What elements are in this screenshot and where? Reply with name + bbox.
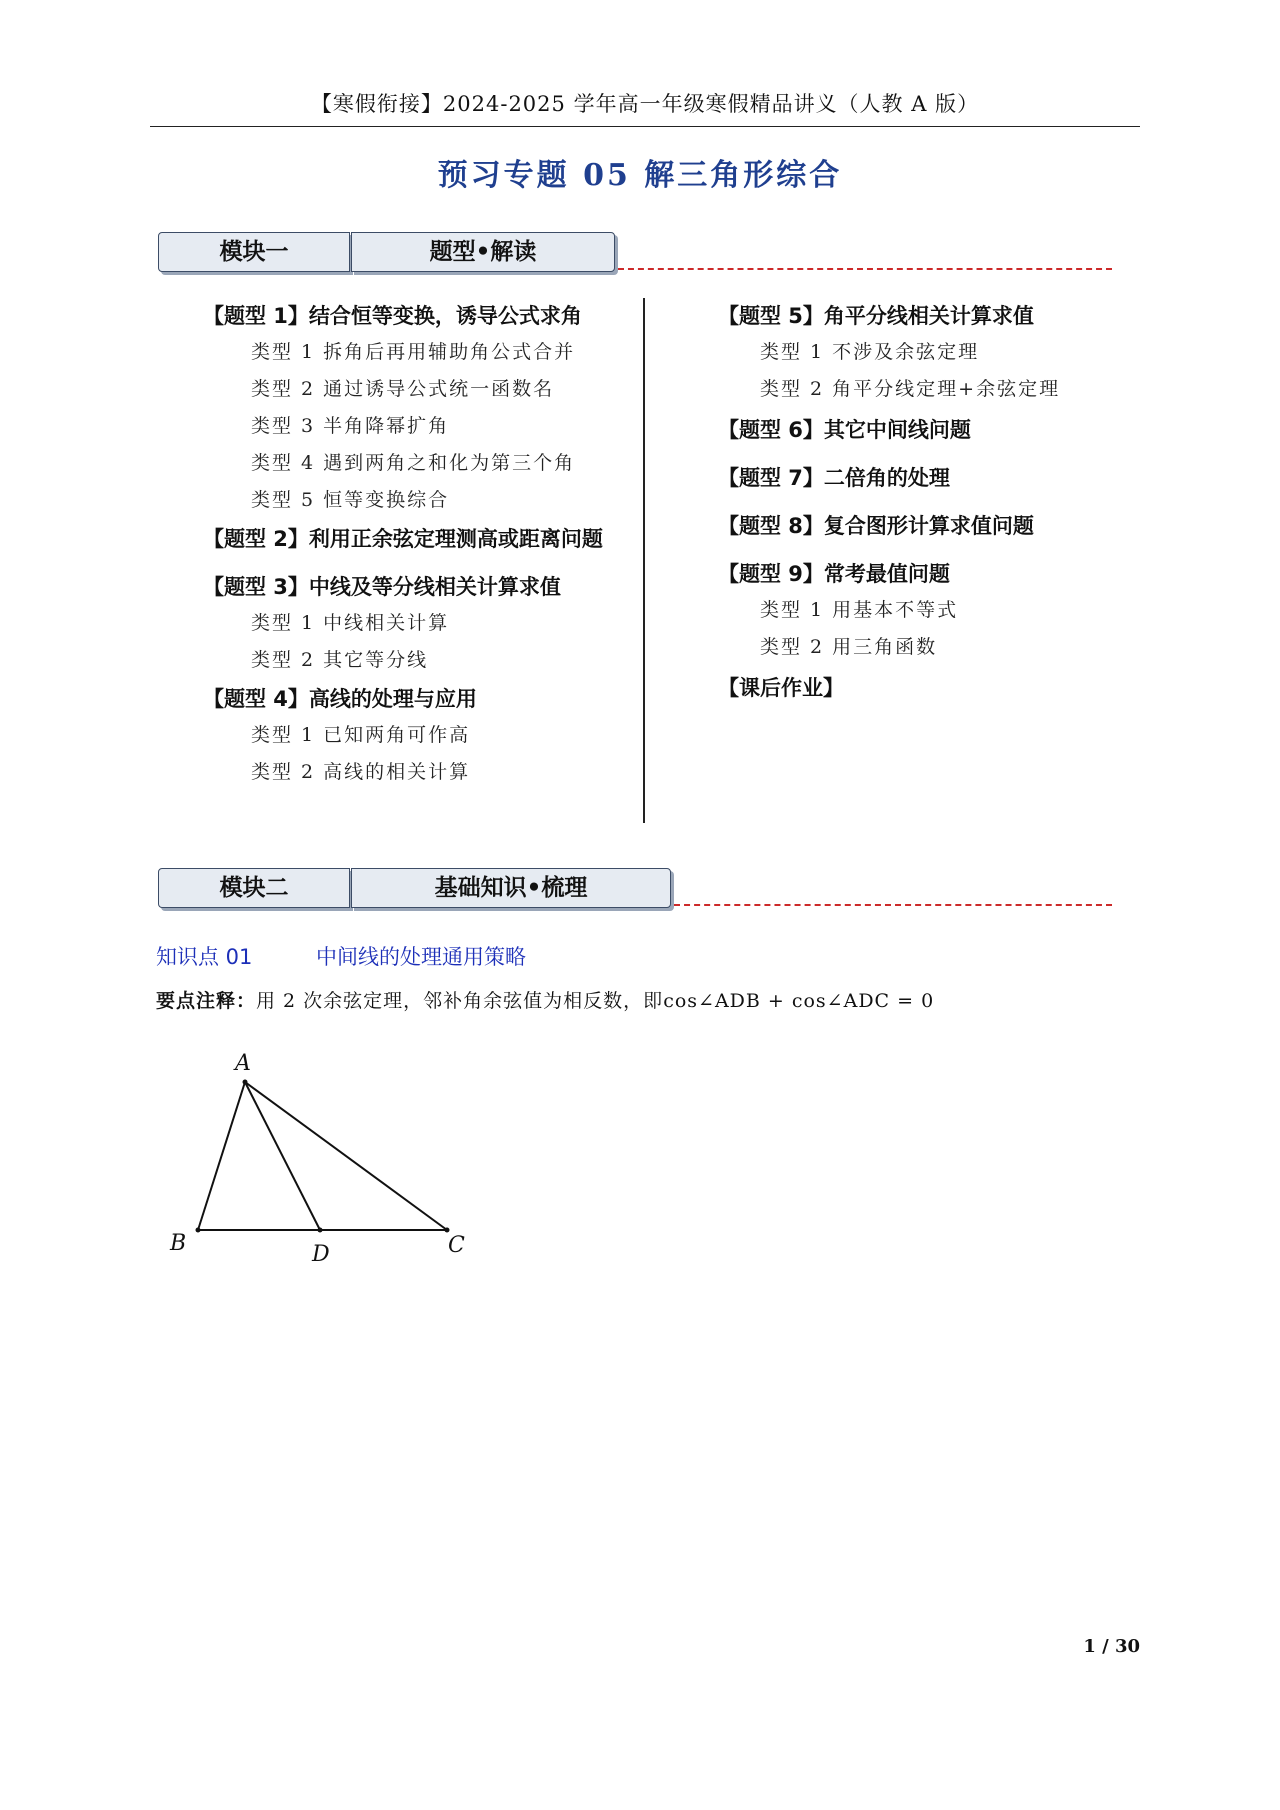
key-note — [156, 986, 934, 1013]
toc-heading: 【题型 8】复合图形计算求值问题 — [718, 514, 1034, 538]
label-d: D — [312, 1242, 330, 1267]
toc-heading: 【课后作业】 — [718, 676, 844, 700]
module-one-label: 模块一 — [158, 232, 350, 272]
key-note-formula: cos∠ADB + cos∠ADC = 0 — [663, 990, 935, 1012]
knowledge-point — [156, 941, 526, 971]
segment-ac — [245, 1082, 447, 1230]
label-c: C — [448, 1233, 465, 1258]
module-two-label: 模块二 — [158, 868, 350, 908]
toc-subitem: 类型 5 恒等变换综合 — [251, 489, 450, 511]
toc-subitem: 类型 1 用基本不等式 — [760, 599, 959, 621]
document-title: 预习专题 05 解三角形综合 — [437, 158, 843, 193]
knowledge-point-number: 知识点 01 — [156, 945, 253, 969]
point-a — [243, 1080, 248, 1085]
module-one-banner — [158, 232, 1108, 274]
toc-subitem: 类型 1 中线相关计算 — [251, 612, 450, 634]
module-one-dash-line — [618, 268, 1112, 270]
toc-subitem: 类型 2 高线的相关计算 — [251, 761, 471, 783]
toc-subitem: 类型 2 通过诱导公式统一函数名 — [251, 378, 555, 400]
module-two-banner — [158, 868, 1108, 910]
module-one-title: 题型•解读 — [351, 232, 615, 272]
toc-heading: 【题型 1】结合恒等变换，诱导公式求角 — [203, 304, 582, 328]
label-a: A — [235, 1051, 251, 1076]
module-two-dash-line — [674, 904, 1112, 906]
toc-subitem: 类型 1 已知两角可作高 — [251, 724, 471, 746]
toc-subitem: 类型 1 拆角后再用辅助角公式合并 — [251, 341, 576, 363]
page-number: 1 / 30 — [1083, 1636, 1140, 1657]
knowledge-point-label: 中间线的处理通用策略 — [316, 945, 526, 969]
key-note-label: 要点注释： — [156, 990, 257, 1012]
toc-subitem: 类型 1 不涉及余弦定理 — [760, 341, 980, 363]
label-b: B — [170, 1231, 187, 1256]
toc-heading: 【题型 2】利用正余弦定理测高或距离问题 — [203, 527, 603, 551]
toc-heading: 【题型 7】二倍角的处理 — [718, 466, 950, 490]
page-header: 【寒假衔接】2024-2025 学年高一年级寒假精品讲义（人教 A 版） — [310, 92, 980, 116]
key-note-text: 用 2 次余弦定理，邻补角余弦值为相反数，即 — [256, 990, 664, 1012]
toc-subitem: 类型 4 遇到两角之和化为第三个角 — [251, 452, 576, 474]
toc-left-column — [203, 298, 603, 791]
segment-ad — [245, 1082, 320, 1230]
point-b — [196, 1228, 201, 1233]
toc-heading: 【题型 4】高线的处理与应用 — [203, 687, 477, 711]
toc-subitem: 类型 2 角平分线定理+余弦定理 — [760, 378, 1061, 400]
point-c — [445, 1228, 450, 1233]
toc-subitem: 类型 3 半角降幂扩角 — [251, 415, 450, 437]
toc-heading: 【题型 5】角平分线相关计算求值 — [718, 304, 1034, 328]
segment-ab — [198, 1082, 245, 1230]
toc-heading: 【题型 6】其它中间线问题 — [718, 418, 971, 442]
header-rule — [150, 126, 1140, 127]
toc-subitem: 类型 2 用三角函数 — [760, 636, 938, 658]
toc-heading: 【题型 3】中线及等分线相关计算求值 — [203, 575, 561, 599]
toc-subitem: 类型 2 其它等分线 — [251, 649, 429, 671]
toc-right-column — [718, 298, 1060, 706]
toc-column-divider — [643, 298, 645, 823]
module-two-title: 基础知识•梳理 — [351, 868, 671, 908]
toc-heading: 【题型 9】常考最值问题 — [718, 562, 950, 586]
triangle-figure — [150, 1040, 490, 1270]
point-d — [318, 1228, 323, 1233]
